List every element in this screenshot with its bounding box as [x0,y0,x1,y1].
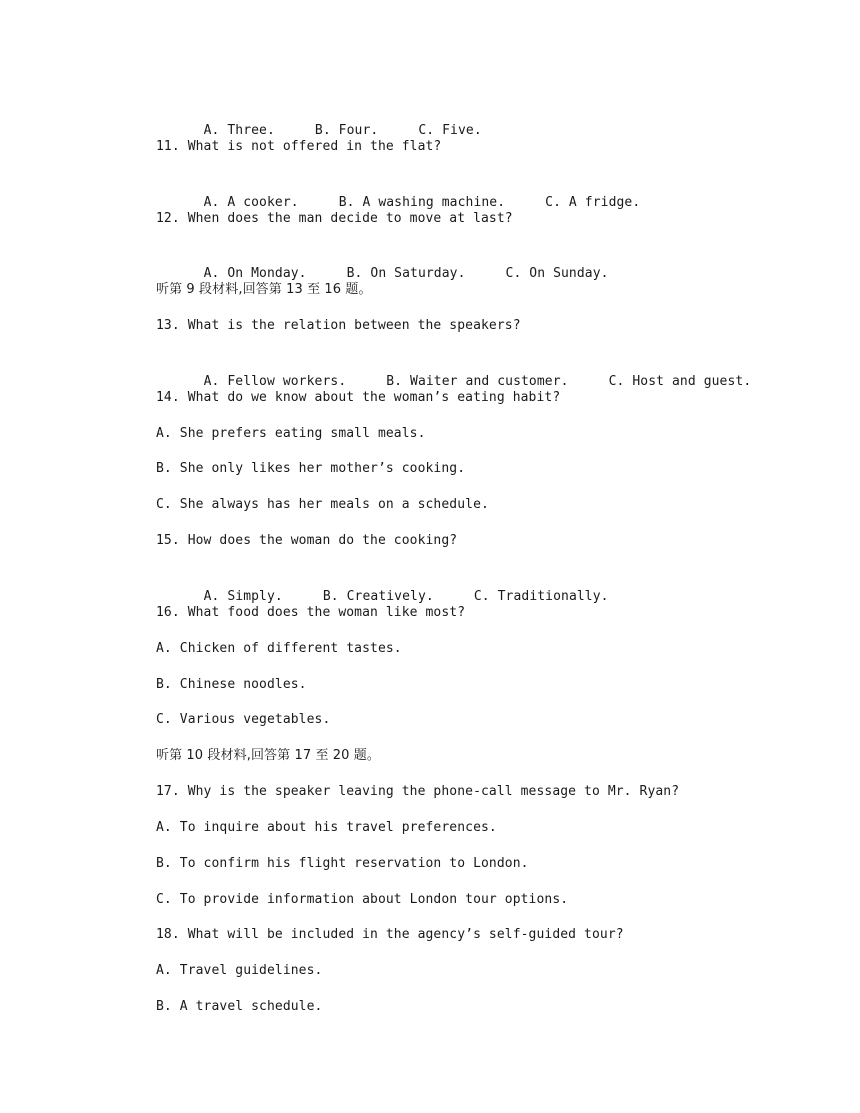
q11-option-a: A. A cooker. [203,194,299,210]
q12-option-c: C. On Sunday. [505,266,609,282]
q13-option-a: A. Fellow workers. [203,373,347,389]
section-heading-10: 听第 10 段材料,回答第 17 至 20 题。 [156,748,380,764]
q13-option-c: C. Host and guest. [608,373,752,389]
q16-option-b: B. Chinese noodles. [156,676,307,692]
q10-options [156,101,796,137]
q14-option-a: A. She prefers eating small meals. [156,425,426,441]
q12-option-a: A. On Monday. [203,266,307,282]
q16-option-a: A. Chicken of different tastes. [156,640,402,656]
q11-options [156,173,796,209]
q15-option-c: C. Traditionally. [473,588,609,604]
q17-question: 17. Why is the speaker leaving the phone-call message to Mr. Ryan? [156,784,680,800]
q16-option-c: C. Various vegetables. [156,712,331,728]
q15-question: 15. How does the woman do the cooking? [156,533,458,549]
section-heading-9: 听第 9 段材料,回答第 13 至 16 题。 [156,282,372,298]
q18-question: 18. What will be included in the agency’s self-guided tour? [156,927,624,943]
q10-option-b: B. Four. [314,123,379,138]
q14-option-b: B. She only likes her mother’s cooking. [156,461,466,477]
q13-options [156,352,796,388]
q10-option-a: A. Three. [203,123,275,138]
q10-option-c: C. Five. [418,123,482,138]
q13-question: 13. What is the relation between the speakers? [156,318,521,334]
q13-option-b: B. Waiter and customer. [386,373,569,389]
q15-option-b: B. Creatively. [322,588,434,604]
q12-option-b: B. On Saturday. [346,266,466,282]
q14-question: 14. What do we know about the woman’s eating habit? [156,389,561,405]
q17-option-c: C. To provide information about London tour options. [156,891,569,907]
q18-option-a: A. Travel guidelines. [156,963,323,979]
q15-options [156,567,796,603]
q15-option-a: A. Simply. [203,588,283,604]
q12-options [156,244,796,280]
q17-option-b: B. To confirm his flight reservation to London. [156,855,529,871]
q14-option-c: C. She always has her meals on a schedule. [156,497,489,513]
q11-option-c: C. A fridge. [545,194,641,210]
q18-option-b: B. A travel schedule. [156,999,323,1015]
q11-option-b: B. A washing machine. [338,194,506,210]
q12-question: 12. When does the man decide to move at last? [156,210,513,226]
q17-option-a: A. To inquire about his travel preferences. [156,819,497,835]
question-list [156,101,796,1033]
q16-question: 16. What food does the woman like most? [156,604,466,620]
q11-question: 11. What is not offered in the flat? [156,138,442,154]
